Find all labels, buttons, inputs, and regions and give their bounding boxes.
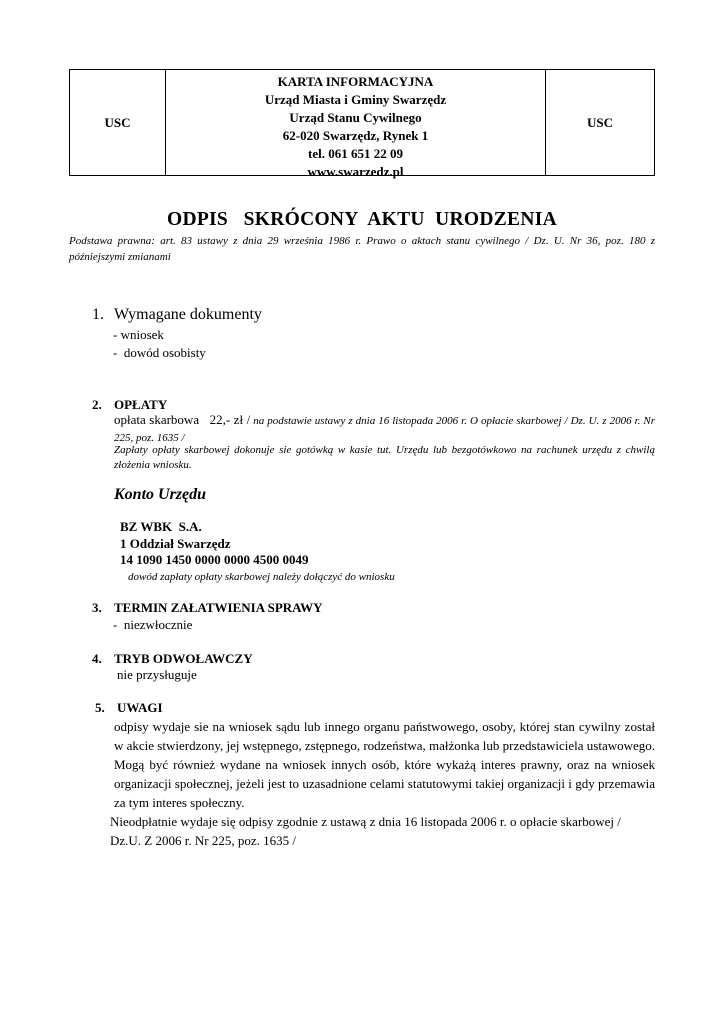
section3-heading: TERMIN ZAŁATWIENIA SPRAWY [114, 600, 323, 615]
bank-line: BZ WBK S.A. [120, 519, 202, 534]
proof-note: dowód zapłaty opłaty skarbowej należy dołączyć do wniosku [128, 571, 395, 583]
payment-note: Zapłaty opłaty skarbowej dokonuje sie gotówką w kasie tut. Urzędu lub bezgotówkowo na rachunek urzędu z chwilą złożenia wniosku. [114, 444, 655, 471]
section4-heading: TRYB ODWOŁAWCZY [114, 651, 253, 666]
section1-number: 1. [92, 306, 104, 323]
section2-number: 2. [92, 397, 102, 412]
section3-number: 3. [92, 600, 102, 615]
header-left-label: USC [70, 70, 166, 175]
document-title: ODPIS SKRÓCONY AKTU URODZENIA [166, 209, 558, 230]
bank-line: 1 Oddział Swarzędz [120, 536, 231, 551]
section5-heading: UWAGI [117, 700, 163, 715]
header-line: tel. 061 651 22 09 [308, 146, 403, 161]
fee-label: opłata skarbowa 22,- zł / [114, 412, 251, 427]
header-line: Urząd Stanu Cywilnego [289, 110, 422, 125]
section4-text: nie przysługuje [117, 667, 197, 682]
section1-item: - wniosek [113, 327, 164, 342]
section1-heading: Wymagane dokumenty [114, 306, 262, 323]
fee-note: na podstawie ustawy z dnia 16 listopada 2006 r. O opłacie skarbowej / Dz. U. z 2006 r. Nr 225, poz. 1635 / [114, 415, 655, 444]
section5-number: 5. [95, 700, 105, 715]
header-line: Urząd Miasta i Gminy Swarzędz [264, 92, 447, 107]
header-right-label: USC [545, 70, 654, 175]
section1-item: - dowód osobisty [113, 345, 206, 360]
section5-text: odpisy wydaje sie na wniosek sądu lub innego organu państwowego, osoby, której stan cywilny został w akcie stwierdzony, jej wstępnego, zstępnego, rodzeństwa, małżonka lub przedstawiciela ustawowego. Mogą być również wydane na wniosek innych osób, które wykażą interes prawny, oraz na wniosek organizacji społecznej, jeżeli jest to uzasadnione celami statutowymi takiej organizacji i gdy przemawia za tym interes społeczny. [114, 719, 656, 810]
header-info [166, 70, 545, 179]
footer-note: Nieodpłatnie wydaje się odpisy zgodnie z ustawą z dnia 16 listopada 2006 r. o opłacie skarbowej / Dz.U. Z 2006 r. Nr 225, poz. 1635 / [110, 814, 621, 848]
section4-number: 4. [92, 651, 102, 666]
header-table [69, 69, 655, 179]
fee-paragraph [114, 412, 655, 446]
section2-heading: OPŁATY [114, 397, 168, 412]
header-line: KARTA INFORMACYJNA [277, 74, 434, 89]
bank-account-number: 14 1090 1450 0000 0000 4500 0049 [120, 552, 309, 567]
header-line: www.swarzedz.pl [307, 164, 404, 179]
legal-basis: Podstawa prawna: art. 83 ustawy z dnia 29 września 1986 r. Prawo o aktach stanu cywilnego / Dz. U. Nr 36, poz. 180 z późniejszymi zmianami [69, 235, 655, 263]
account-heading: Konto Urzędu [114, 486, 207, 503]
section3-text: - niezwłocznie [113, 617, 193, 632]
header-line: 62-020 Swarzędz, Rynek 1 [282, 128, 429, 143]
